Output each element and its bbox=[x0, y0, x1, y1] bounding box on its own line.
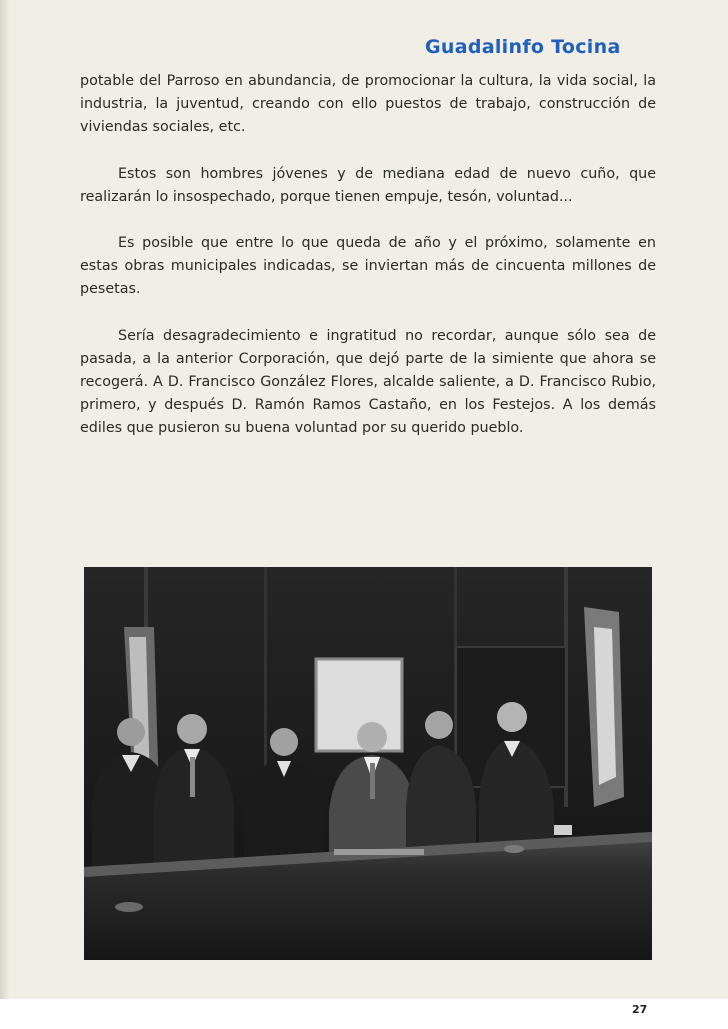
page-bottom-margin bbox=[0, 999, 728, 1029]
paragraph-2: Estos son hombres jóvenes y de mediana edad de nuevo cuño, que realizarán lo insospechado, porque tienen empuje, tesón, voluntad... bbox=[80, 165, 656, 205]
paragraph-4: Sería desagradecimiento e ingratitud no recordar, aunque sólo sea de pasada, a la anterior Corporación, que dejó parte de la simiente que ahora se recogerá. A D. Francisco González Flores, alcalde saliente, a D. Francisco Rubio, primero, y después D. Ramón Ramos Castaño, en los Festejos. A los demás ediles que pusieron su buena voluntad por su querido pueblo. bbox=[80, 327, 656, 437]
article-body bbox=[80, 70, 656, 464]
group-photo bbox=[84, 567, 652, 960]
photo-illustration bbox=[84, 567, 652, 960]
page-number: 27 bbox=[632, 1003, 648, 1016]
paragraph-3: Es posible que entre lo que queda de año y el próximo, solamente en estas obras municipales indicadas, se inviertan más de cincuenta millones de pesetas. bbox=[80, 235, 656, 298]
paragraph-1: potable del Parroso en abundancia, de promocionar la cultura, la vida social, la industria, la juventud, creando con ello puestos de trabajo, construcción de viviendas sociales, etc. bbox=[80, 73, 656, 136]
watermark: Guadalinfo Tocina bbox=[425, 36, 621, 58]
page-edge bbox=[0, 0, 10, 1029]
